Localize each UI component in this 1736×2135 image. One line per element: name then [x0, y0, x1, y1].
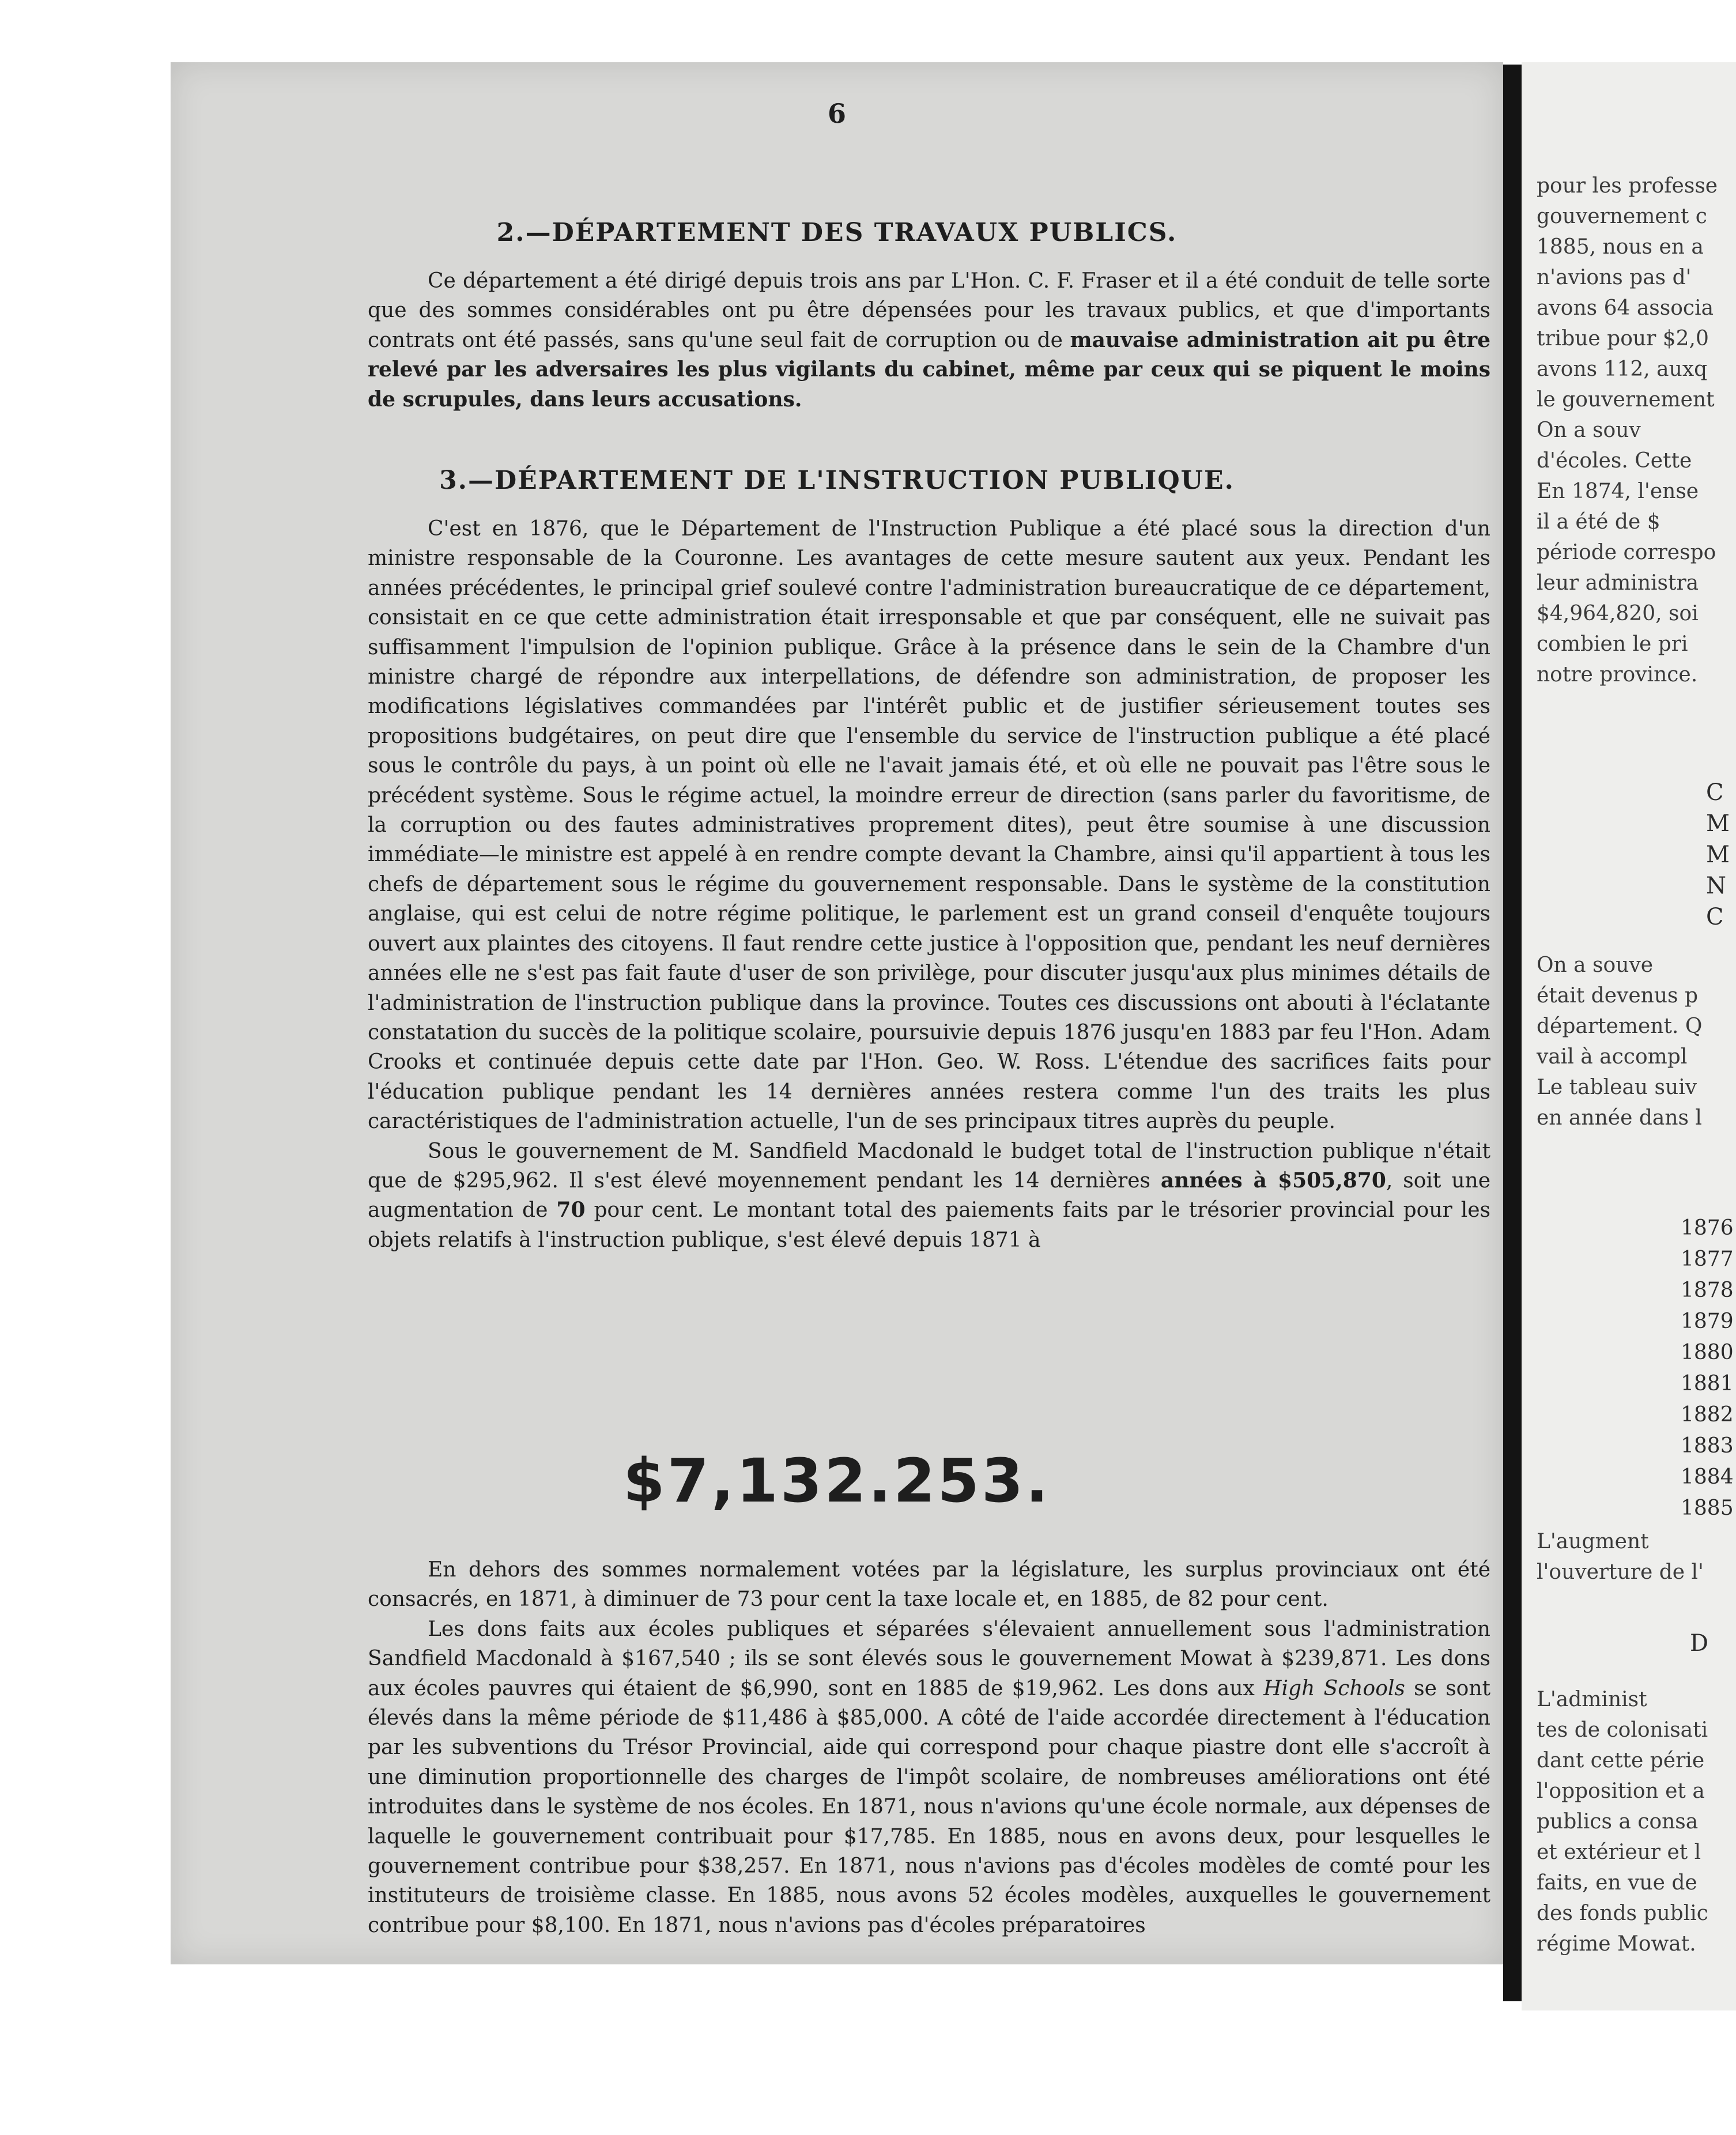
fragment-year: 1883	[1681, 1434, 1734, 1458]
paragraph-text: , soit une augmentation de	[368, 1168, 1490, 1223]
binding-divider	[1503, 65, 1522, 2001]
paragraph: C'est en 1876, que le Département de l'Instruction Publique a été placé sous la direction d'un ministre responsable de la Couronne. Les avantages de cette mesure sautent aux yeux. Pendant les années précédentes, le principal grief soulevé contre l'administration bureaucratique de ce département, consistait en ce que cette administration était irresponsable et que par conséquent, elle ne suivait pas suffisamment l'impulsion de l'opinion publique. Grâce à la présence dans le sein de la Chambre d'un ministre chargé de répondre aux interpellations, de défendre son administration, de proposer les modifications législatives commandées par l'intérêt public et de justifier sérieusement toutes ses propositions budgétaires, on peut dire que l'ensemble du service de l'instruction publique a été placé sous le contrôle du pays, à un point où elle ne l'avait jamais été, et où elle ne pouvait pas l'être sous le précédent système. Sous le régime actuel, la moindre erreur de direction (sans parler du favoritisme, de la corruption ou des fautes administratives proprement dites), peut être soumise à une discussion immédiate—le ministre est appelé à en rendre compte devant la Chambre, ainsi qu'il appartient à tous les chefs de département sous le régime du gouvernement responsable. Dans le système de la constitution anglaise, qui est celui de notre régime politique, le parlement est un grand conseil d'enquête toujours ouvert aux plaintes des citoyens. Il faut rendre cette justice à l'opposition que, pendant les neuf dernières années elle ne s'est pas fait faute d'user de son privilège, pour discuter jusqu'aux plus minimes détails de l'administration de l'instruction publique dans la province. Toutes ces discussions ont abouti à l'éclatante constatation du succès de la politique scolaire, poursuivie depuis 1876 jusqu'en 1883 par feu l'Hon. Adam Crooks et continuée depuis cette date par l'Hon. Geo. W. Ross. L'étendue des sacrifices faits pour l'éducation publique pendant les 14 dernières années restera comme l'un des traits les plus caractéristiques de l'administration actuelle, l'un de ses principaux titres auprès du peuple.	[368, 517, 1490, 1134]
section-instruction-publique-continued	[368, 1555, 1490, 1940]
fragment-initial: C	[1706, 904, 1724, 930]
fragment-heading-initial: D	[1690, 1630, 1709, 1657]
fragment-line: publics a consa	[1537, 1810, 1699, 1834]
percent-bold: 70	[556, 1198, 586, 1223]
fragment-line: pour les professe	[1537, 174, 1718, 198]
paragraph: En dehors des sommes normalement votées par la législature, les surplus provinciaux ont été consacrés, en 1871, à diminuer de 73 pour cent la taxe locale et, en 1885, de 82 pour cent.	[368, 1558, 1490, 1612]
adjacent-page-fragment	[1522, 62, 1736, 2010]
fragment-year: 1877	[1681, 1247, 1734, 1271]
fragment-line: l'opposition et a	[1537, 1779, 1705, 1803]
fragment-line: en année dans l	[1537, 1106, 1702, 1130]
page-content	[171, 62, 1503, 1964]
page-number: 6	[827, 98, 846, 129]
fragment-line: $4,964,820, soi	[1537, 602, 1699, 625]
fragment-year: 1879	[1681, 1310, 1734, 1333]
fragment-year: 1876	[1681, 1216, 1734, 1240]
fragment-initial: C	[1706, 779, 1724, 806]
fragment-line: On a souve	[1537, 953, 1654, 977]
paragraph-text-bold: mauvaise administration ait pu être relevé par les adversaires les plus vigilants du cabinet, même par ceux qui se piquent le moins de scrupules, dans leurs accusations.	[368, 327, 1490, 412]
fragment-line: 1885, nous en a	[1537, 235, 1704, 259]
fragment-initial: M	[1706, 842, 1730, 868]
fragment-line: En 1874, l'ense	[1537, 480, 1699, 503]
fragment-line: était devenus p	[1537, 984, 1698, 1008]
fragment-line: gouvernement c	[1537, 205, 1707, 228]
fragment-line: période correspo	[1537, 541, 1716, 564]
paragraph	[368, 1137, 1490, 1255]
scanned-page	[171, 62, 1503, 1964]
fragment-line: L'augment	[1537, 1530, 1649, 1553]
fragment-line: tribue pour $2,0	[1537, 327, 1709, 350]
fragment-year: 1881	[1681, 1372, 1734, 1395]
fragment-year: 1878	[1681, 1278, 1734, 1302]
fragment-line: avons 64 associa	[1537, 296, 1714, 320]
fragment-line: avons 112, auxq	[1537, 357, 1708, 381]
fragment-line: tes de colonisati	[1537, 1718, 1708, 1742]
fragment-year: 1882	[1681, 1403, 1734, 1427]
fragment-line: vail à accompl	[1537, 1045, 1688, 1069]
paragraph-text: Ce département a été dirigé depuis trois ans par L'Hon. C. F. Fraser et il a été conduit de telle sorte que des sommes considérables ont pu être dépensées pour les travaux publics, et que d'importants contrats ont été passés, sans qu'une seul fait de corruption ou de	[368, 269, 1490, 352]
fragment-line: dant cette périe	[1537, 1749, 1705, 1772]
fragment-line: faits, en vue de	[1537, 1871, 1697, 1895]
fragment-line: régime Mowat.	[1537, 1932, 1696, 1956]
section-travaux-publics-text	[368, 266, 1490, 414]
fragment-initial: M	[1706, 810, 1730, 837]
fragment-initial: N	[1706, 873, 1726, 899]
fragment-line: L'administ	[1537, 1688, 1647, 1711]
section-instruction-publique-text	[368, 514, 1490, 1255]
fragment-line: Le tableau suiv	[1537, 1076, 1697, 1099]
amount-bold: années à $505,870	[1160, 1168, 1386, 1193]
fragment-line: notre province.	[1537, 663, 1698, 686]
fragment-year: 1880	[1681, 1341, 1734, 1364]
high-schools-italic: High Schools	[1263, 1676, 1405, 1700]
fragment-line: département. Q	[1537, 1014, 1703, 1038]
fragment-line: il a été de $	[1537, 510, 1660, 534]
fragment-line: des fonds public	[1537, 1902, 1708, 1925]
paragraph-text: Sous le gouvernement de M. Sandfield Macdonald le budget total de l'instruction publique n'était que de $295,962. Il s'est élevé moyennement pendant les 14 dernières	[368, 1139, 1490, 1193]
fragment-year: 1885	[1681, 1496, 1734, 1520]
fragment-line: leur administra	[1537, 571, 1699, 595]
fragment-line: le gouvernement	[1537, 388, 1715, 412]
fragment-year: 1884	[1681, 1465, 1734, 1489]
fragment-line: On a souv	[1537, 418, 1641, 442]
fragment-line: combien le pri	[1537, 632, 1688, 656]
paragraph	[368, 266, 1490, 414]
paragraph-text: Les dons faits aux écoles publiques et séparées s'élevaient annuellement sous l'administration Sandfield Macdonald à $167,540 ; ils se sont élevés sous le gouvernement Mowat à $239,871. Les dons aux écoles pauvres qui étaient de $6,990, sont en 1885 de $19,962. Les dons aux	[368, 1617, 1490, 1700]
paragraph	[368, 1615, 1490, 1940]
section-heading-travaux-publics: 2.—DÉPARTEMENT DES TRAVAUX PUBLICS.	[496, 218, 1178, 247]
section-heading-instruction-publique: 3.—DÉPARTEMENT DE L'INSTRUCTION PUBLIQUE.	[439, 466, 1235, 495]
fragment-line: l'ouverture de l'	[1537, 1560, 1704, 1584]
fragment-line: d'écoles. Cette	[1537, 449, 1692, 473]
paragraph-text: se sont élevés dans la même période de $11,486 à $85,000. A côté de l'aide accordée directement à l'éducation par les subventions du Trésor Provincial, aide qui correspond pour chaque piastre dont elle s'accroît à une diminution proportionnelle des charges de l'impôt scolaire, de nombreuses améliorations ont été introduites dans le système de nos écoles. En 1871, nous n'avions qu'une école normale, aux dépenses de laquelle le gouvernement contribuait pour $17,785. En 1885, nous en avons deux, pour lesquelles le gouvernement contribue pour $38,257. En 1871, nous n'avions pas d'écoles modèles de comté pour les instituteurs de troisième classe. En 1885, nous avons 52 écoles modèles, auxquelles le gouvernement contribue pour $8,100. En 1871, nous n'avions pas d'écoles préparatoires	[368, 1676, 1490, 1937]
paragraph-text: pour cent. Le montant total des paiements faits par le trésorier provincial pour les objets relatifs à l'instruction publique, s'est élevé depuis 1871 à	[368, 1198, 1491, 1252]
fragment-line: et extérieur et l	[1537, 1840, 1701, 1864]
fragment-line: n'avions pas d'	[1537, 266, 1692, 289]
total-amount: $7,132.253.	[623, 1446, 1051, 1516]
